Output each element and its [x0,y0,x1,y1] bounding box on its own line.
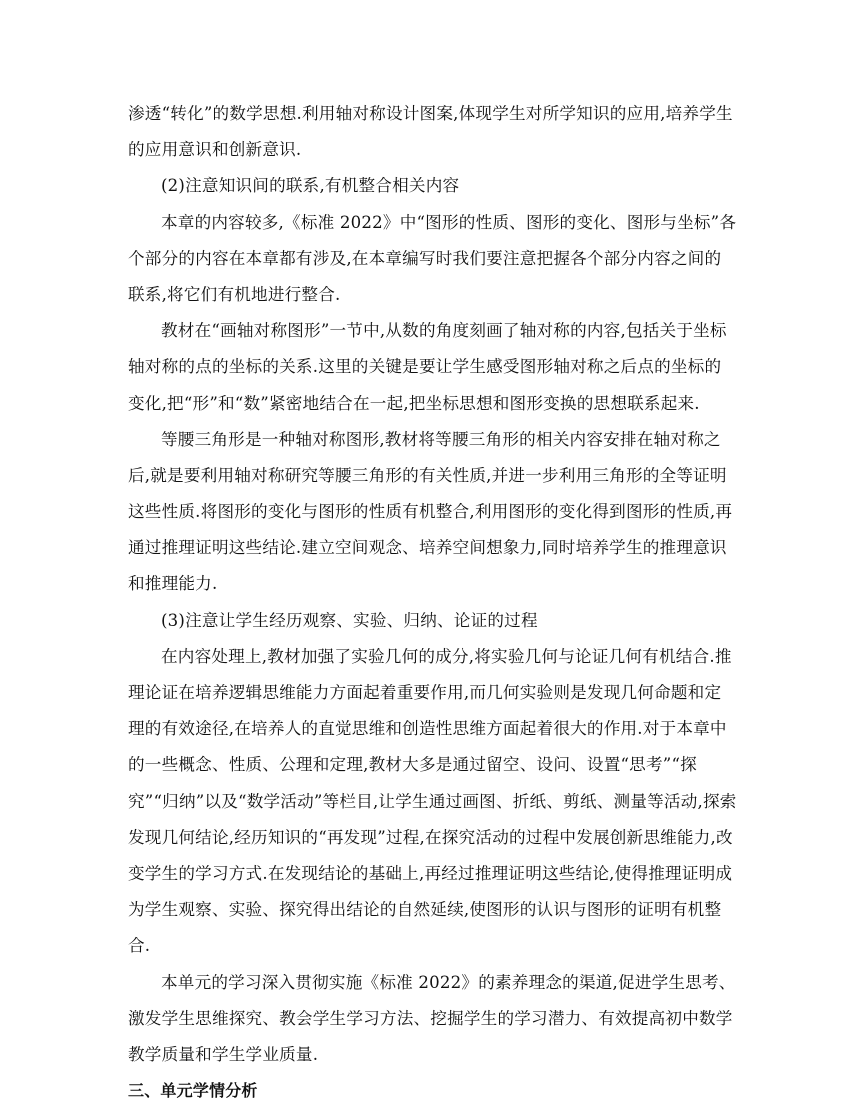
paragraph-line: 为学生观察、实验、探究得出结论的自然延续,使图形的认识与图形的证明有机整 [128,900,722,920]
paragraph-line: 联系,将它们有机地进行整合. [128,284,341,304]
paragraph-line: 渗透“转化”的数学思想.利用轴对称设计图案,体现学生对所学知识的应用,培养学生 [128,104,733,123]
paragraph-line: 变化,把“形”和“数”紧密地结合在一起,把坐标思想和图形变换的思想联系起来. [128,393,700,413]
paragraph-line: 究”“归纳”以及“数学活动”等栏目,让学生通过画图、折纸、剪纸、测量等活动,探索 [128,791,737,811]
paragraph-line: 个部分的内容在本章都有涉及,在本章编写时我们要注意把握各个部分内容之间的 [128,248,722,268]
paragraph-line: 教学质量和学生学业质量. [128,1044,319,1064]
paragraph-line: 在内容处理上,教材加强了实验几何的成分,将实验几何与论证几何有机结合.推 [161,646,732,666]
paragraph-line: 理论证在培养逻辑思维能力方面起着重要作用,而几何实验则是发现几何命题和定 [128,683,722,702]
paragraph-line: 合. [128,936,151,956]
paragraph-line: 发现几何结论,经历知识的“再发现”过程,在探究活动的过程中发展创新思维能力,改 [128,827,733,847]
paragraph-line: 等腰三角形是一种轴对称图形,教材将等腰三角形的相关内容安排在轴对称之 [161,429,721,449]
paragraph-line: 轴对称的点的坐标的关系.这里的关键是要让学生感受图形轴对称之后点的坐标的 [128,357,722,377]
document-body [128,96,737,1109]
subsection-heading: (3)注意让学生经历观察、实验、归纳、论证的过程 [161,610,538,630]
paragraph-line: 本单元的学习深入贯彻实施《标准 2022》的素养理念的渠道,促进学生思考、 [161,972,736,992]
paragraph-line: 教材在“画轴对称图形”一节中,从数的角度刻画了轴对称的内容,包括关于坐标 [161,321,727,341]
paragraph-line: 激发学生思维探究、教会学生学习方法、挖掘学生的学习潜力、有效提高初中数学 [128,1008,733,1028]
paragraph-line: 后,就是要利用轴对称研究等腰三角形的有关性质,并进一步利用三角形的全等证明 [128,465,727,485]
paragraph-line: 本章的内容较多,《标准 2022》中“图形的性质、图形的变化、图形与坐标”各 [161,212,737,232]
paragraph-line: 这些性质.将图形的变化与图形的性质有机整合,利用图形的变化得到图形的性质,再 [128,502,733,522]
paragraph-line: 理的有效途径,在培养人的直觉思维和创造性思维方面起着很大的作用.对于本章中 [128,719,727,739]
paragraph-line: 和推理能力. [128,574,218,594]
paragraph-line: 通过推理证明这些结论.建立空间观念、培养空间想象力,同时培养学生的推理意识 [128,538,727,558]
paragraph-line: 的一些概念、性质、公理和定理,教材大多是通过留空、设问、设置“思考”“探 [128,755,697,775]
subsection-heading: (2)注意知识间的联系,有机整合相关内容 [161,176,460,196]
paragraph-line: 变学生的学习方式.在发现结论的基础上,再经过推理证明这些结论,使得推理证明成 [128,863,733,883]
paragraph-line: 的应用意识和创新意识. [128,140,302,160]
section-heading: 三、单元学情分析 [128,1081,258,1101]
